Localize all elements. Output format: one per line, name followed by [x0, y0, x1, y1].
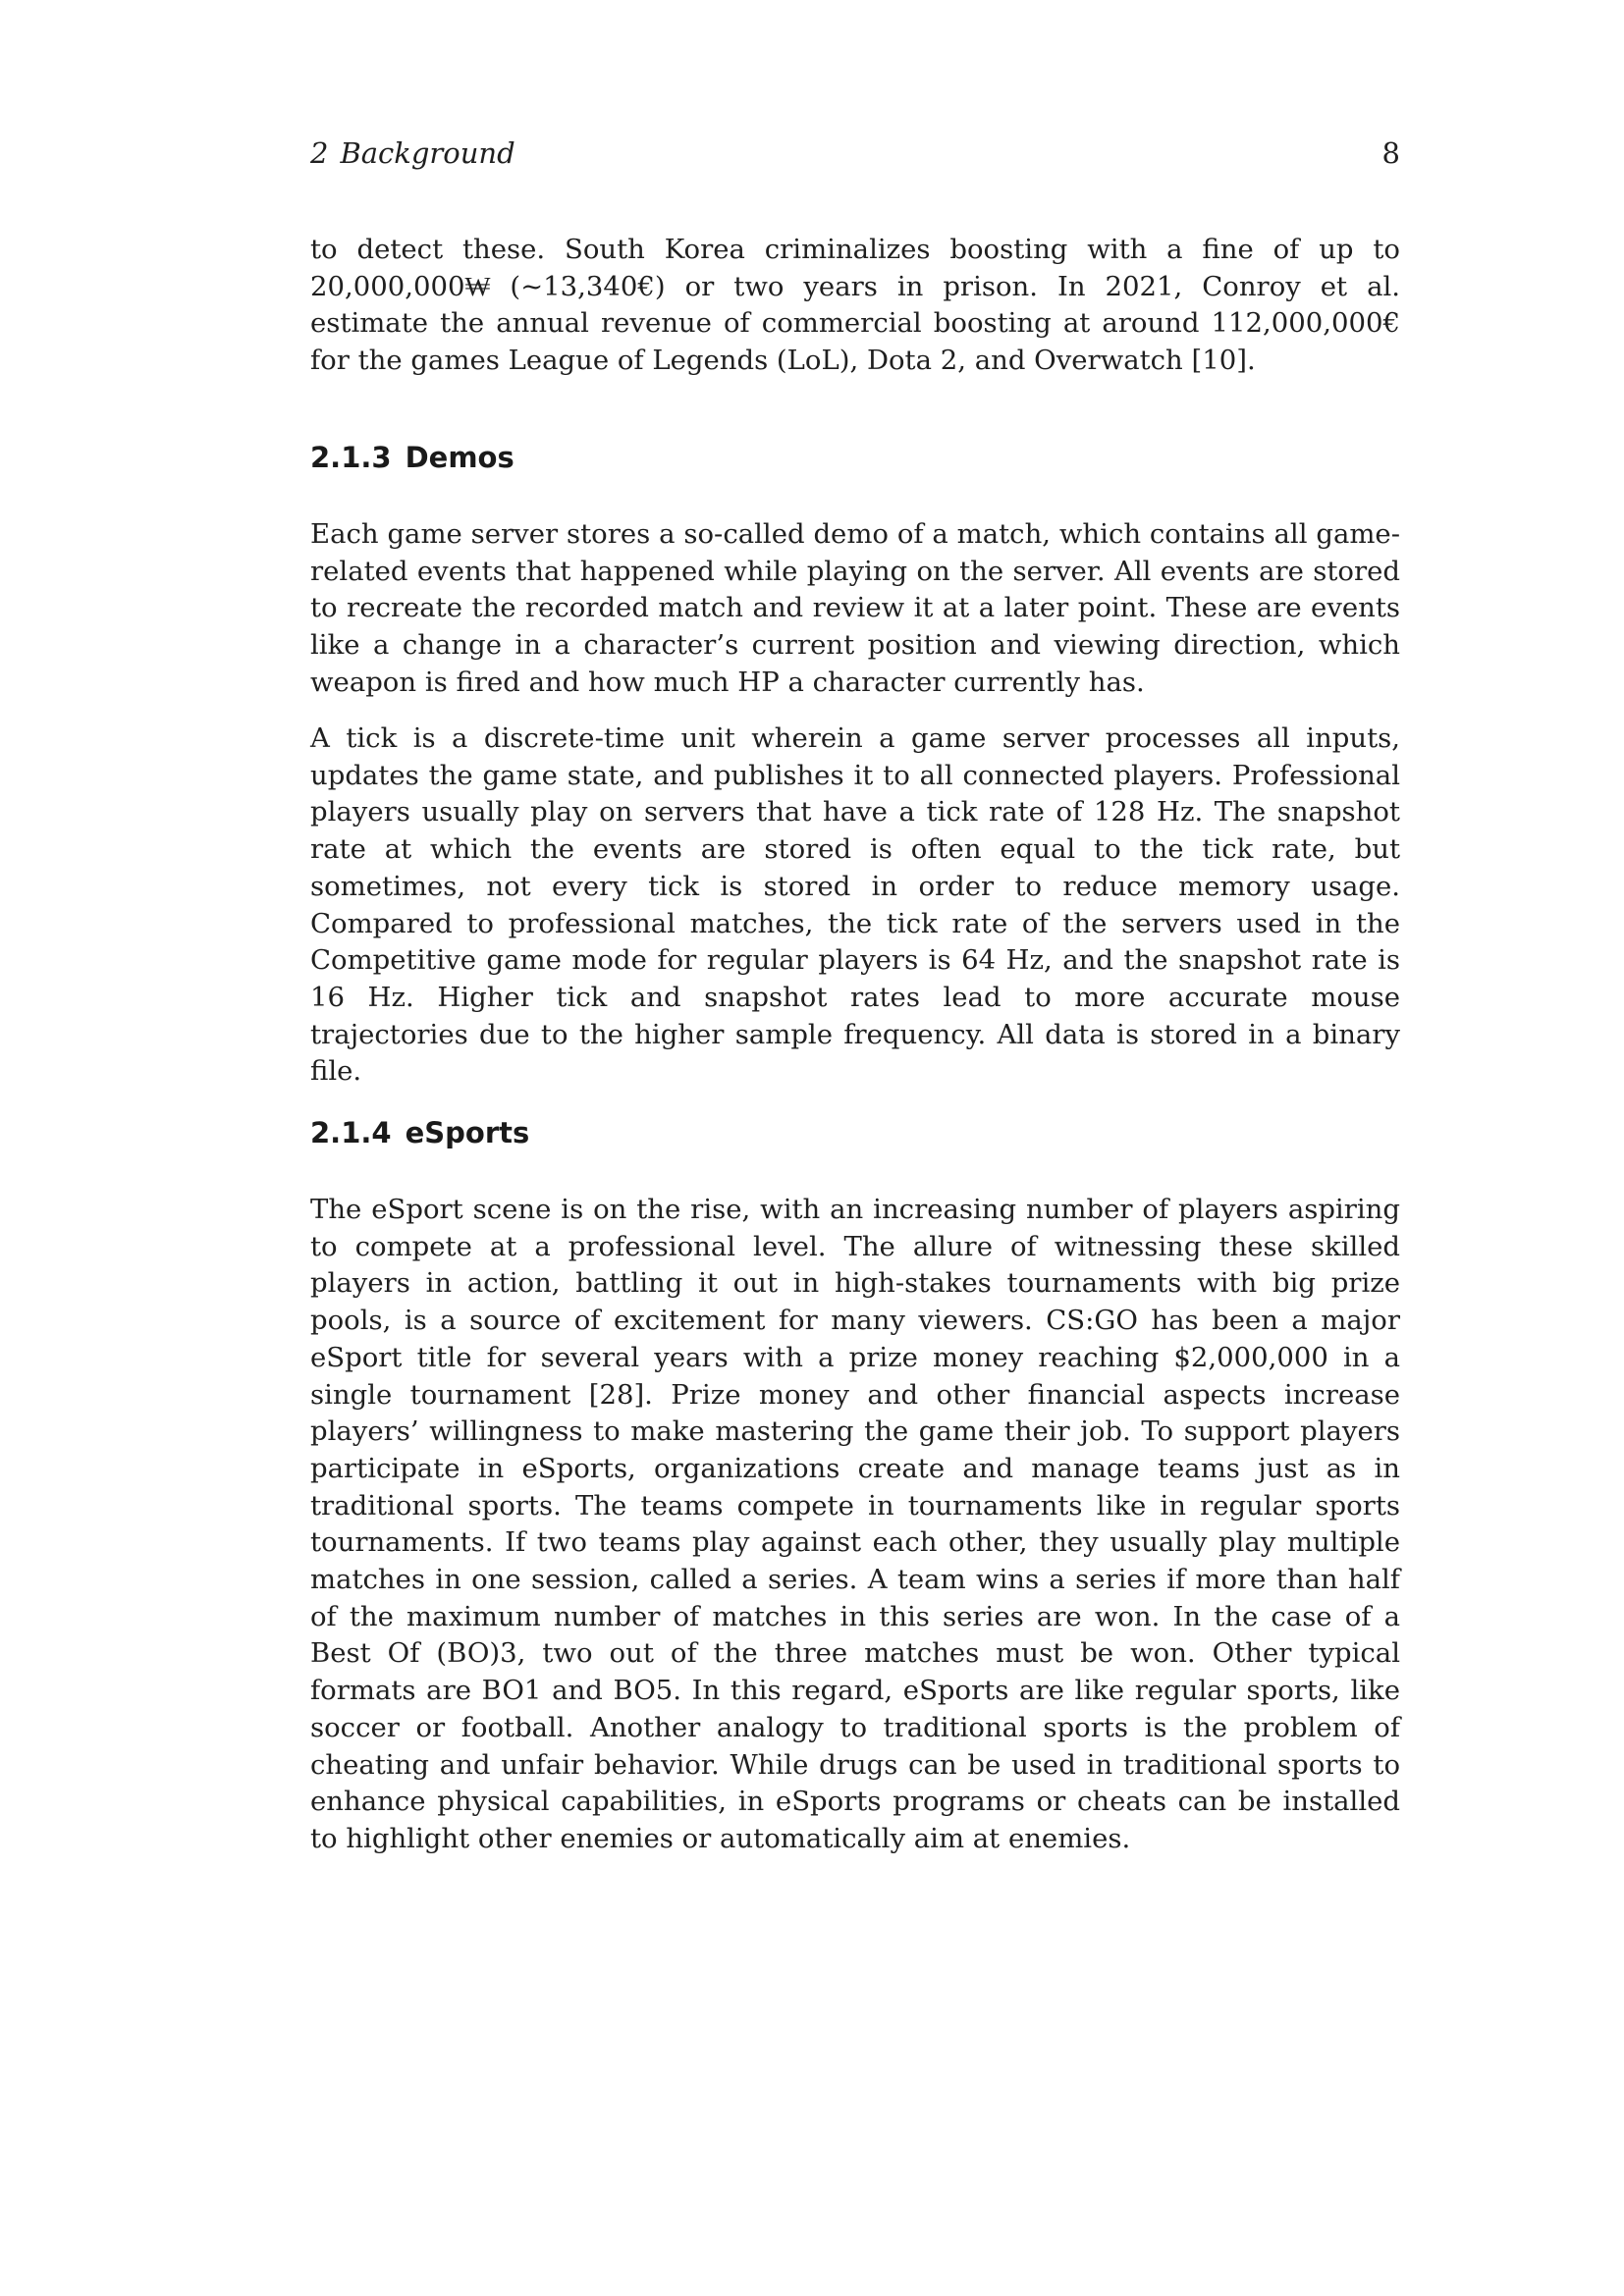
- section-number: 2.1.4: [310, 1116, 392, 1149]
- section-title: eSports: [405, 1116, 530, 1149]
- running-chapter-title: [310, 133, 515, 173]
- paragraph-boosting-end: to detect these. South Korea criminalizes boosting with a fine of up to 20,000,000₩ (~13,340€) or two years in prison. In 2021, Conroy et al. estimate the annual revenue of commercial boosting at around 112,000,000€ for the games League of Legends (LoL), Dota 2, and Overwatch [10].: [310, 234, 1400, 377]
- running-header: [310, 133, 1400, 173]
- paragraph-esports-1: The eSport scene is on the rise, with an increasing number of players aspiring to compete at a professional level. The allure of witnessing these skilled players in action, battling it out in high-stakes tournaments with big prize pools, is a source of excitement for many viewers. CS:GO has been a major eSport title for several years with a prize money reaching $2,000,000 in a single tournament [28]. Prize money and other financial aspects increase players’ willingness to make mastering the game their job. To support players participate in eSports, organizations create and manage teams just as in traditional sports. The teams compete in tournaments like in regular sports tournaments. If two teams play against each other, they usually play multiple matches in one session, called a series. A team wins a series if more than half of the maximum number of matches in this series are won. In the case of a Best Of (BO)3, two out of the three matches must be won. Other typical formats are BO1 and BO5. In this regard, eSports are like regular sports, like soccer or football. Another analogy to traditional sports is the problem of cheating and unfair behavior. While drugs can be used in traditional sports to enhance physical capabilities, in eSports programs or cheats can be installed to highlight other enemies or automatically aim at enemies.: [310, 1194, 1400, 1854]
- section-number: 2.1.3: [310, 441, 392, 474]
- paragraph-demos-2: A tick is a discrete-time unit wherein a game server processes all inputs, updates the game state, and publishes it to all connected players. Professional players usually play on servers that have a tick rate of 128 Hz. The snapshot rate at which the events are stored is often equal to the tick rate, but sometimes, not every tick is stored in order to reduce memory usage. Compared to professional matches, the tick rate of the servers used in the Competitive game mode for regular players is 64 Hz, and the snapshot rate is 16 Hz. Higher tick and snapshot rates lead to more accurate mouse trajectories due to the higher sample frequency. All data is stored in a binary file.: [310, 722, 1400, 1088]
- chapter-number: 2: [310, 136, 329, 170]
- paragraph-demos-1: Each game server stores a so-called demo of a match, which contains all game-related events that happened while playing on the server. All events are stored to recreate the recorded match and review it at a later point. These are events like a change in a character’s current position and viewing direction, which weapon is fired and how much HP a character currently has.: [310, 518, 1400, 698]
- section-heading-esports: [310, 1113, 529, 1152]
- section-title: Demos: [405, 441, 514, 474]
- section-heading-demos: [310, 438, 514, 477]
- chapter-title: Background: [340, 136, 515, 170]
- page-number: 8: [1381, 136, 1400, 170]
